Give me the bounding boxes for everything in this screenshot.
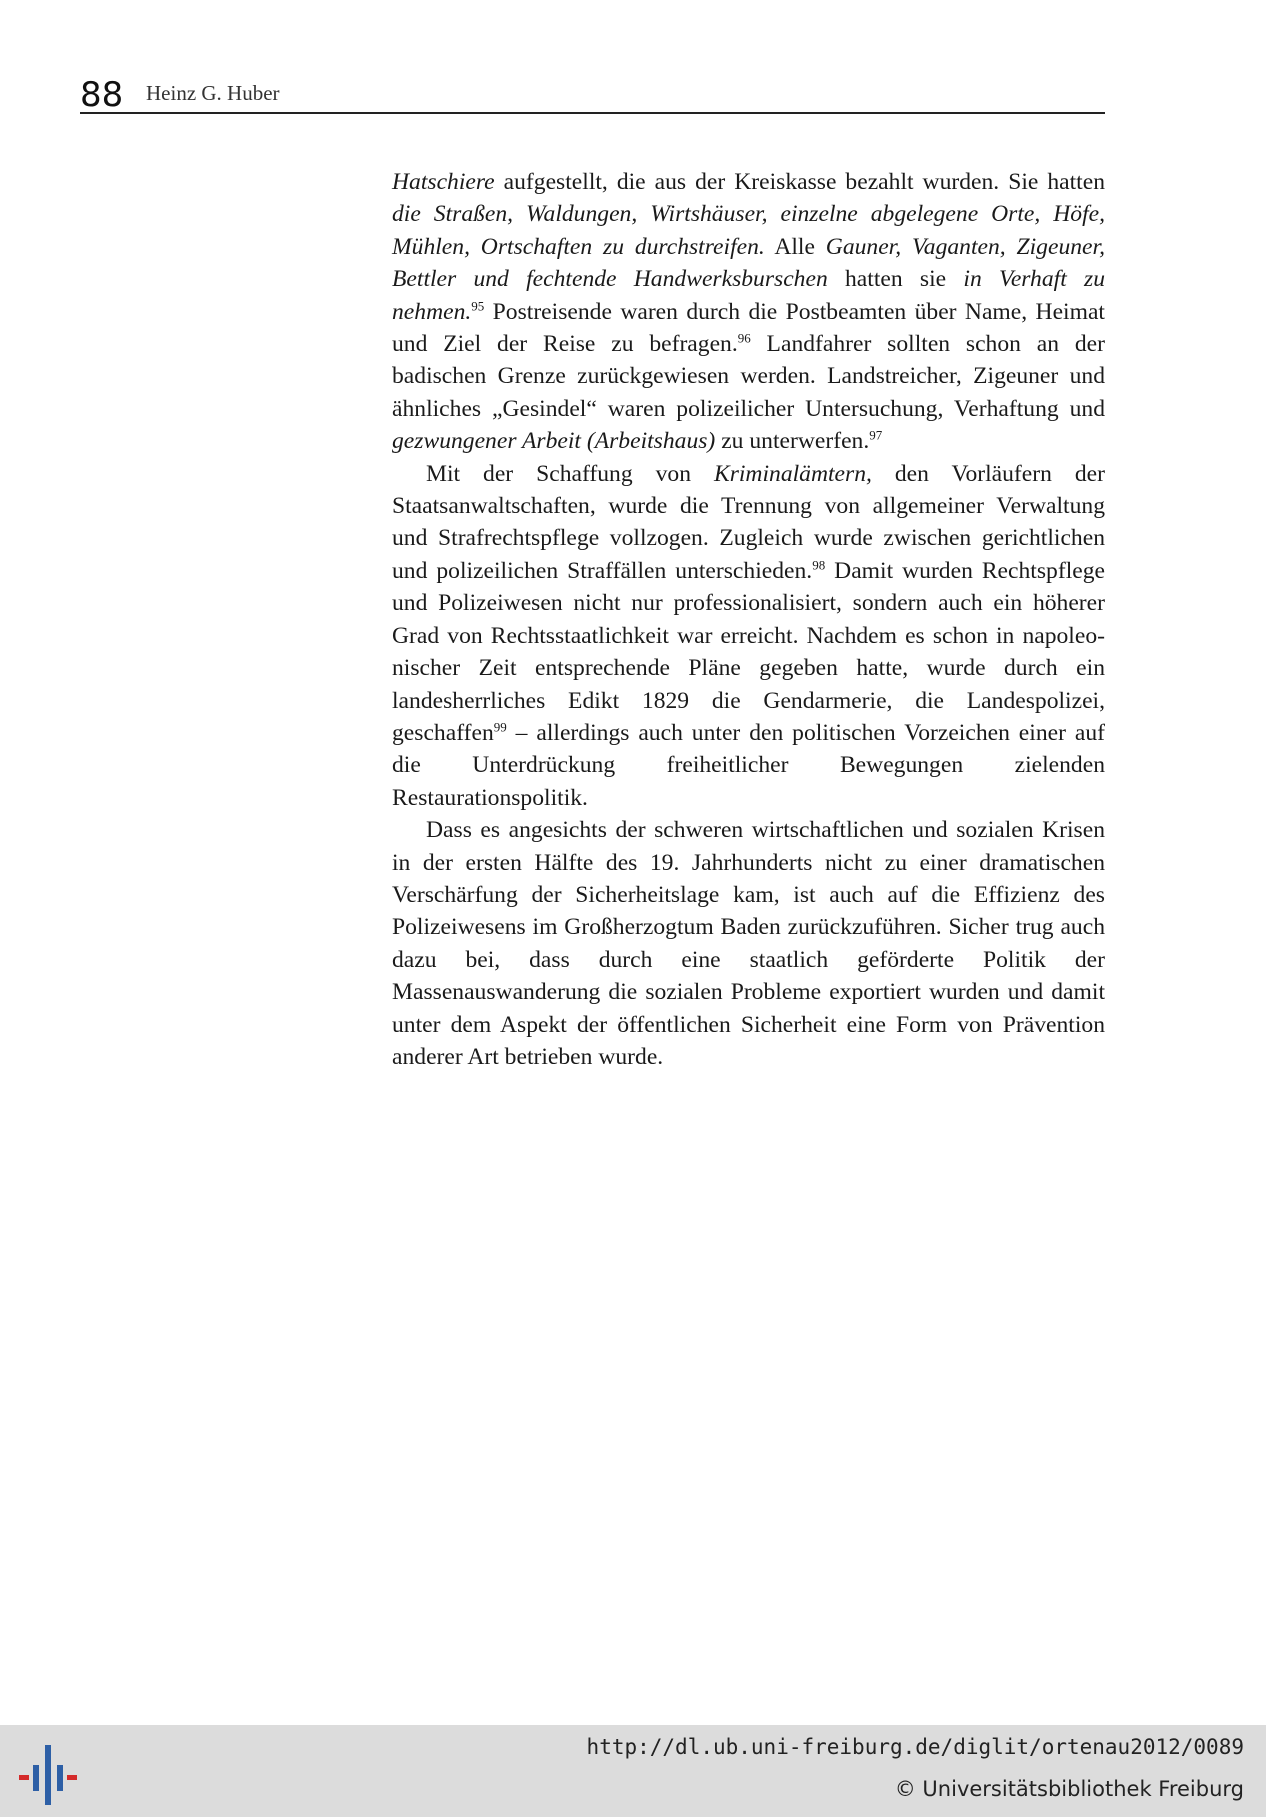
- text-run: – allerdings auch unter den politischen Vorzeichen einer auf die Unterdrückung freiheitlicher Bewegungen zielenden Restaurationspolitik.: [392, 719, 1105, 811]
- logo-bar-blue-right: [57, 1765, 63, 1791]
- logo-bar-red-right: [67, 1775, 77, 1780]
- text-run: zu unterwerfen.: [715, 428, 870, 455]
- text-run: Alle: [764, 233, 826, 260]
- logo-bar-red-left: [19, 1775, 29, 1780]
- italic-quote: die Straßen, Waldungen, Wirtshäuser, einzelne abgelegene Orte, Höfe, Mühlen, Ortschaften zu durchstreifen.: [392, 201, 1105, 260]
- footnote-marker: 99: [493, 719, 507, 735]
- body-paragraph: [392, 814, 1105, 1073]
- text-run: den Vorläufern der Staatsanwaltschaften, wurde die Trennung von allgemeiner Verwaltung und Strafrechtspflege vollzogen. Zugleich wurde zwischen gerichtlichen und polizeilichen Straffällen unterschieden.: [392, 460, 1105, 584]
- body-text: [392, 166, 1105, 1073]
- text-run: Postreisende waren durch die Postbeamten über Name, Heimat und Ziel der Reise zu befragen.: [392, 298, 1105, 358]
- text-run: Mit der Schaffung von: [426, 460, 714, 487]
- running-head: Heinz G. Huber: [146, 81, 280, 105]
- body-paragraph: [392, 166, 1105, 458]
- ub-freiburg-logo-icon[interactable]: [16, 1743, 78, 1807]
- logo-bar-blue-left: [33, 1765, 39, 1791]
- logo-bar-blue-center: [45, 1745, 51, 1805]
- footnote-marker: 98: [812, 557, 826, 573]
- text-run: Damit wurden Rechtspflege und Polizeiwesen nicht nur professionalisiert, sondern auch ein höherer Grad von Rechtsstaatlichkeit war erreicht. Nachdem es schon in napoleonischer Zeit entsprechende Pläne gegeben hatte, wurde durch ein landesherrliches Edikt 1829 die Gendarmerie, die Landespolizei, geschaffen: [392, 557, 1105, 746]
- body-paragraph: [392, 458, 1105, 814]
- footnote-marker: 95: [471, 298, 485, 314]
- page-number: 88: [80, 75, 124, 115]
- footer-url-link[interactable]: http://dl.ub.uni-freiburg.de/diglit/ortenau2012/0089: [586, 1735, 1244, 1759]
- italic-quote: Gauner, Vaganten, Zigeuner, Bettler und fechtende Handwerksburschen: [392, 233, 1105, 293]
- text-run: hatten sie: [827, 266, 964, 293]
- text-run: aufgestellt, die aus der Kreiskasse bezahlt wurden. Sie hatten: [494, 169, 1105, 195]
- italic-quote: Kriminalämtern,: [713, 460, 872, 487]
- italic-quote: gezwungener Arbeit (Arbeitshaus): [392, 428, 716, 455]
- page-header: [80, 75, 1105, 115]
- footer-bar: [0, 1725, 1266, 1817]
- text-run: Landfahrer sollten schon an der badischen Grenze zurückgewiesen werden. Landstreicher, Zigeuner und ähnliches „Gesindel“ waren polizeilicher Untersuchung, Verhaftung und: [392, 331, 1105, 422]
- text-run: Dass es angesichts der schweren wirtschaftlichen und sozialen Krisen in der ersten Hälfte des 19. Jahrhunderts nicht zu einer dramatischen Verschärfung der Sicherheitslage kam, ist auch auf die Effizienz des Polizeiwesens im Großherzogtum Baden zurückzuführen. Sicher trug auch dazu bei, dass durch eine staatlich geförderte Politik der Massenauswanderung die sozialen Probleme exportiert wurden und damit unter dem Aspekt der öffentlichen Sicherheit eine Form von Prävention anderer Art betrieben wurde.: [392, 817, 1105, 1070]
- footnote-marker: 96: [737, 330, 751, 346]
- italic-quote: in Verhaft zu nehmen.: [392, 266, 1105, 325]
- italic-quote: Hatschiere: [392, 169, 495, 195]
- footnote-marker: 97: [869, 427, 883, 443]
- footer-copyright: © Universitätsbibliothek Freiburg: [894, 1777, 1244, 1801]
